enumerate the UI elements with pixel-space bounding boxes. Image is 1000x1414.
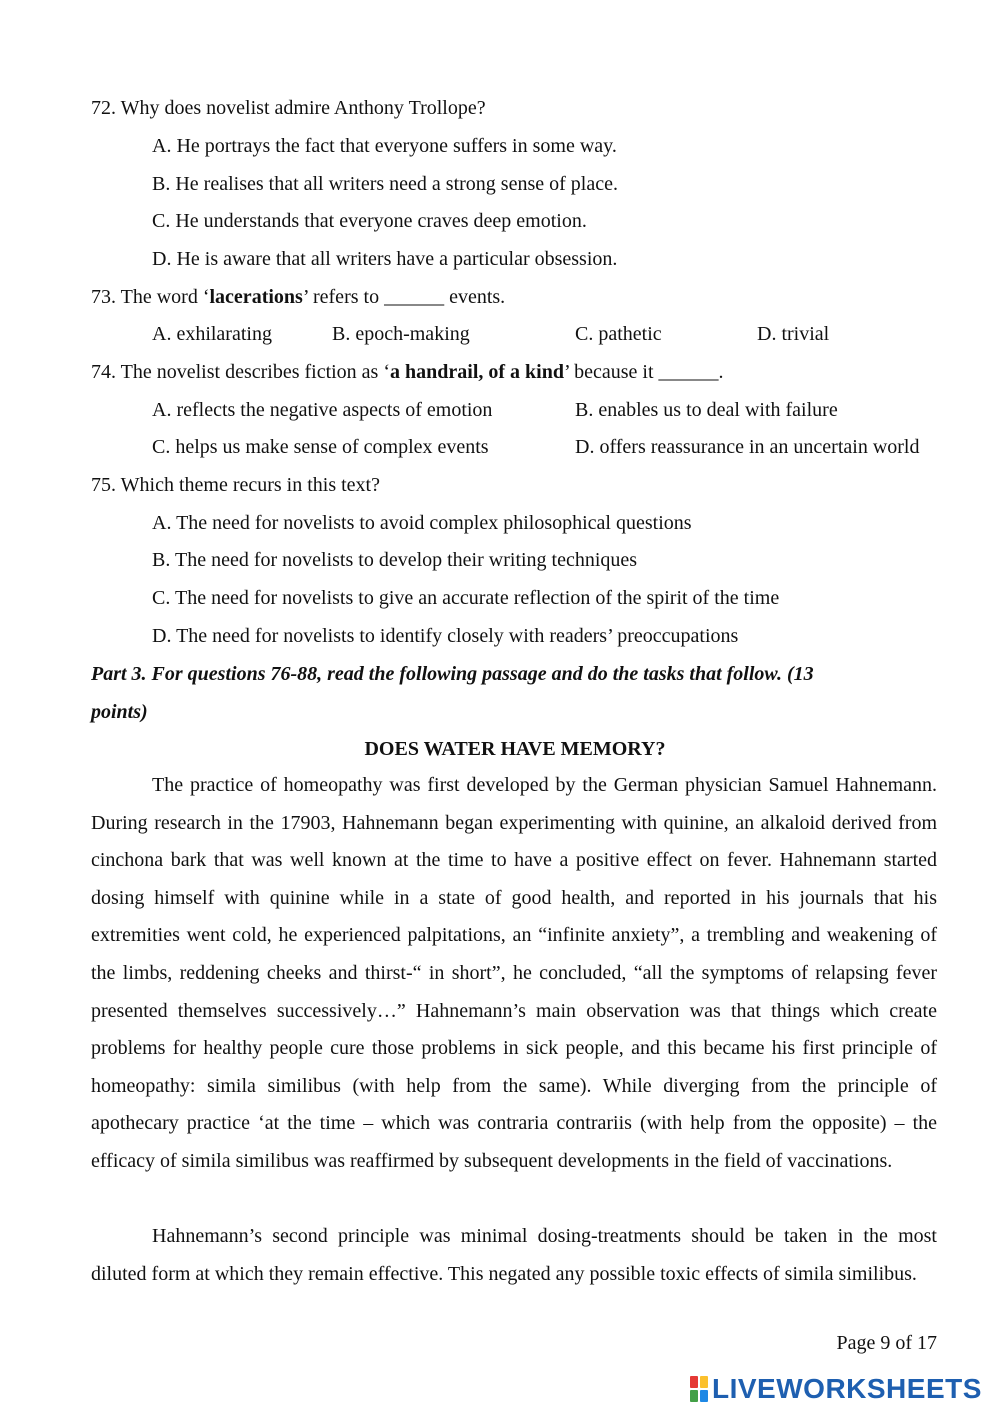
question-75-option-a[interactable]: A. The need for novelists to avoid complex philosophical questions [152, 512, 692, 534]
question-72-stem: 72. Why does novelist admire Anthony Trollope? [91, 97, 486, 119]
part-3-instructions-line-2: points) [91, 701, 148, 723]
logo-square [690, 1376, 698, 1388]
question-74-option-a[interactable]: A. reflects the negative aspects of emotion [152, 399, 493, 421]
question-75-option-c[interactable]: C. The need for novelists to give an accurate reflection of the spirit of the time [152, 587, 780, 609]
question-74-keyword: a handrail, of a kind [390, 361, 564, 383]
question-72-option-a[interactable]: A. He portrays the fact that everyone suffers in some way. [152, 135, 617, 157]
logo-square [690, 1390, 698, 1402]
question-73-option-a[interactable]: A. exhilarating [152, 323, 272, 345]
question-73-option-d[interactable]: D. trivial [757, 323, 830, 345]
question-75-option-d[interactable]: D. The need for novelists to identify closely with readers’ preoccupations [152, 625, 739, 647]
liveworksheets-brand-text: LIVEWORKSHEETS [712, 1373, 982, 1404]
logo-square [700, 1376, 708, 1388]
question-75-stem: 75. Which theme recurs in this text? [91, 474, 380, 496]
passage-paragraph-2: Hahnemann’s second principle was minimal dosing-treatments should be taken in the most diluted form at which they remain effective. This negated any possible toxic effects of simila similibus. [91, 1225, 937, 1285]
liveworksheets-logo [690, 1374, 982, 1404]
question-74-stem-pre: 74. The novelist describes fiction as ‘ [91, 361, 391, 383]
question-75-option-b[interactable]: B. The need for novelists to develop their writing techniques [152, 549, 638, 571]
question-73-stem [91, 285, 505, 309]
logo-square [700, 1390, 708, 1402]
question-74-option-d[interactable]: D. offers reassurance in an uncertain world [575, 436, 920, 458]
question-73-stem-pre: 73. The word ‘ [91, 286, 210, 308]
question-74-option-c[interactable]: C. helps us make sense of complex events [152, 436, 489, 458]
part-3-instructions-line-1: Part 3. For questions 76-88, read the following passage and do the tasks that follow. (13 [91, 663, 814, 685]
question-72-option-c[interactable]: C. He understands that everyone craves deep emotion. [152, 210, 587, 232]
question-73-option-c[interactable]: C. pathetic [575, 323, 662, 345]
passage-title: DOES WATER HAVE MEMORY? [364, 738, 666, 760]
question-74-option-b[interactable]: B. enables us to deal with failure [575, 399, 838, 421]
question-74-stem-post: ’ because it ______. [563, 361, 724, 383]
liveworksheets-logo-icon [690, 1376, 708, 1402]
question-74-stem [91, 360, 724, 384]
question-73-keyword: lacerations [209, 286, 303, 308]
question-72-option-d[interactable]: D. He is aware that all writers have a particular obsession. [152, 248, 618, 270]
question-72-option-b[interactable]: B. He realises that all writers need a strong sense of place. [152, 173, 618, 195]
passage-paragraph-1: The practice of homeopathy was first developed by the German physician Samuel Hahnemann. During research in the 17903, Hahnemann began experimenting with quinine, an alkaloid derived from cinchona bark that was well known at the time to have a positive effect on fever. Hahnemann started dosing himself with quinine while in a state of good health, and reported in his journals that his extremities went cold, he experienced palpitations, an “infinite anxiety”, a trembling and weakening of the limbs, reddening cheeks and thirst-“ in short”, he concluded, “all the symptoms of relapsing fever presented themselves successively…” Hahnemann’s main observation was that things which create problems for healthy people cure those problems in sick people, and this became his first principle of homeopathy: simila similibus (with help from the same). While diverging from the principle of apothecary practice ‘at the time – which was contraria contrariis (with help from the opposite) – the efficacy of simila similibus was reaffirmed by subsequent developments in the field of vaccinations. [91, 774, 937, 1172]
page-number: Page 9 of 17 [836, 1332, 937, 1354]
question-73-stem-post: ’ refers to ______ events. [302, 286, 506, 308]
question-73-option-b[interactable]: B. epoch-making [332, 323, 470, 345]
